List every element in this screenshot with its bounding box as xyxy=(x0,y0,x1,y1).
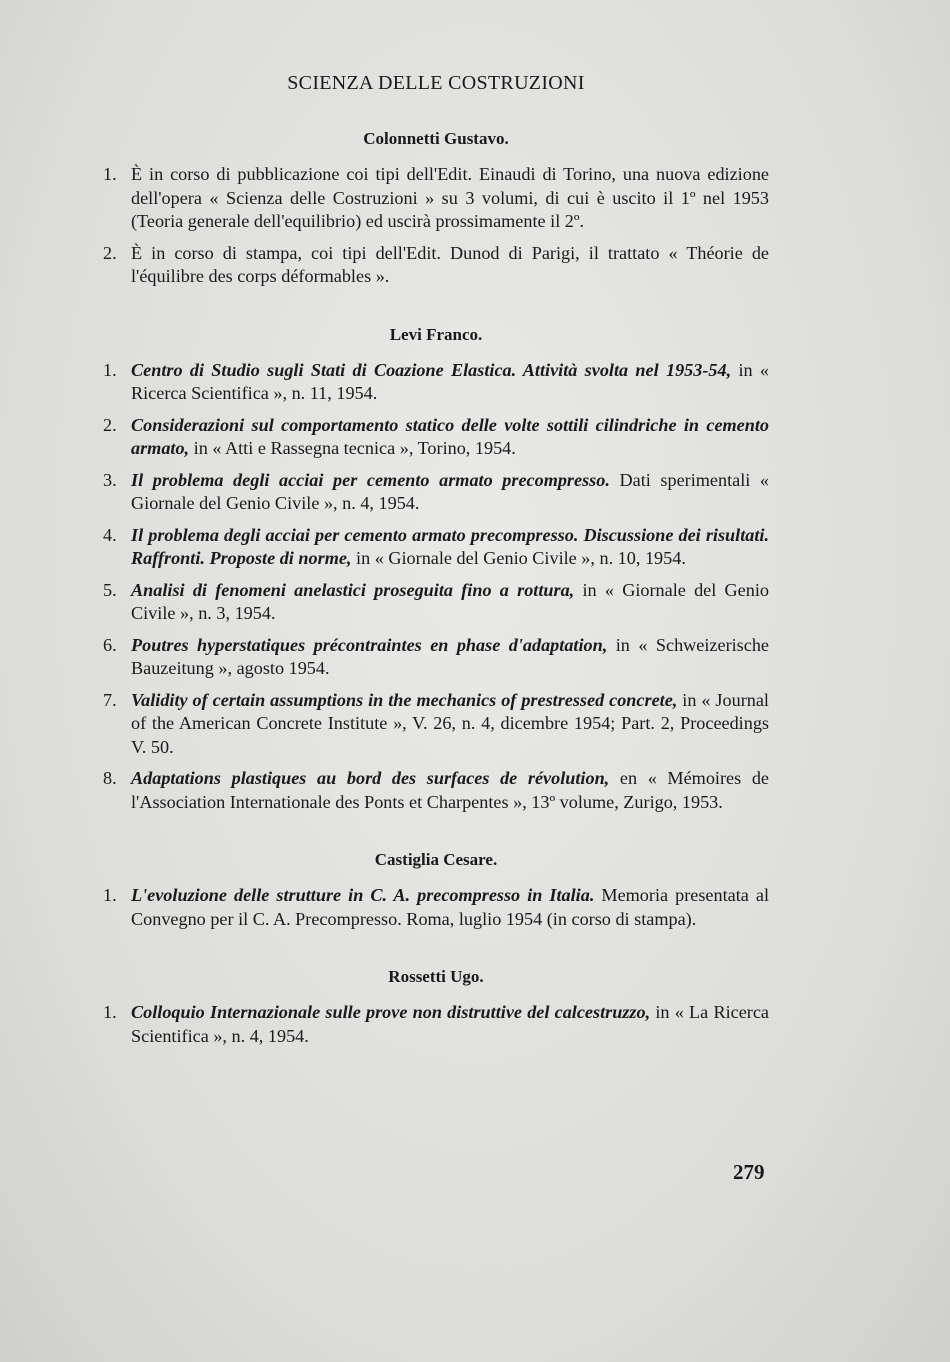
author-heading: Levi Franco. xyxy=(389,324,483,344)
entry-text: Memoria presentata al Convegno per il C. A. Precompresso. Roma, luglio 1954 (in corso di stampa). xyxy=(131,885,770,929)
entry-number: 6. xyxy=(103,634,117,655)
entry-number: 1. xyxy=(103,885,117,905)
author-heading: Castiglia Cesare. xyxy=(374,850,498,869)
entry-text: È in corso di pubblicazione coi tipi dell'Edit. Einaudi di Torino, una nuova edizione dell'opera « Scienza delle Costruzioni » su 3 volumi, di cui è uscito il 1º nel 1953 (Teoria generale dell'equilibrio) ed uscirà prossimamente il 2º. xyxy=(131,164,769,231)
section-castiglia xyxy=(103,850,769,931)
entry-text: in « Atti e Rassegna tecnica », Torino, 1954. xyxy=(189,438,516,458)
bibliography-entry xyxy=(103,767,769,814)
entry-number: 8. xyxy=(103,768,117,788)
entry-text: en « Mémoires de l'Association Internationale des Ponts et Charpentes », 13º volume, Zurigo, 1953. xyxy=(131,768,769,812)
entry-text: in « Ricerca Scientifica », n. 11, 1954. xyxy=(131,359,769,403)
entry-number: 7. xyxy=(103,689,117,710)
bibliography-entry xyxy=(103,414,769,461)
entry-number: 1. xyxy=(103,1002,117,1022)
bibliography-entry xyxy=(103,1001,769,1048)
author-heading: Colonnetti Gustavo. xyxy=(363,129,509,148)
entry-title: Poutres hyperstatiques précontraintes en phase d'adaptation, xyxy=(131,634,608,655)
entry-title: Colloquio Internazionale sulle prove non distruttive del calcestruzzo, xyxy=(131,1002,651,1022)
bibliography-entry xyxy=(103,469,769,516)
entry-number: 5. xyxy=(103,579,117,600)
author-heading: Rossetti Ugo. xyxy=(388,967,484,986)
entry-title: Centro di Studio sugli Stati di Coazione Elastica. Attività svolta nel 1953-54, xyxy=(131,359,732,380)
entry-number: 2. xyxy=(103,414,117,435)
section-rossetti xyxy=(103,967,769,1048)
entry-title: Il problema degli acciai per cemento armato precompresso. xyxy=(131,469,610,490)
entry-text: in « Giornale del Genio Civile », n. 10, 1954. xyxy=(351,548,686,568)
entry-title: Considerazioni sul comportamento statico delle volte sottili cilindriche in cemento armato, xyxy=(131,414,769,458)
bibliography-entry xyxy=(103,579,769,626)
entry-number: 4. xyxy=(103,524,117,545)
entry-number: 1. xyxy=(103,359,117,380)
entry-text: in « Journal of the American Concrete Institute », V. 26, n. 4, dicembre 1954; Part. 2, Proceedings V. 50. xyxy=(131,689,769,757)
entry-number: 2. xyxy=(103,242,117,263)
bibliography-entry xyxy=(103,163,769,234)
entry-text: È in corso di stampa, coi tipi dell'Edit. Dunod di Parigi, il trattato « Théorie de l'équilibre des corps déformables ». xyxy=(131,242,769,286)
entry-title: Validity of certain assumptions in the mechanics of prestressed concrete, xyxy=(131,689,678,710)
entry-text: Dati sperimentali « Giornale del Genio Civile », n. 4, 1954. xyxy=(131,469,769,513)
running-head: SCIENZA DELLE COSTRUZIONI xyxy=(287,72,585,94)
entry-number: 1. xyxy=(103,164,117,184)
entry-text: in « Giornale del Genio Civile », n. 3, 1954. xyxy=(131,579,769,623)
page-content xyxy=(103,72,769,1084)
bibliography-entry xyxy=(103,524,769,571)
bibliography-entry xyxy=(103,689,769,760)
entry-text: in « La Ricerca Scientifica », n. 4, 1954. xyxy=(131,1002,769,1046)
bibliography-entry xyxy=(103,634,769,681)
bibliography-entry xyxy=(103,242,769,289)
bibliography-entry xyxy=(103,884,769,931)
entry-title: Adaptations plastiques au bord des surfaces de révolution, xyxy=(131,768,610,788)
section-colonnetti xyxy=(103,129,769,289)
entry-text: in « Schweizerische Bauzeitung », agosto 1954. xyxy=(131,634,769,678)
entry-title: Analisi di fenomeni anelastici proseguita fino a rottura, xyxy=(131,579,575,600)
bibliography-entry xyxy=(103,359,769,406)
page-number: 279 xyxy=(733,1160,765,1184)
entry-title: L'evoluzione delle strutture in C. A. precompresso in Italia. xyxy=(131,885,595,905)
entry-title: Il problema degli acciai per cemento armato precompresso. Discussione dei risultati. Raffronti. Proposte di norme, xyxy=(131,524,769,568)
section-levi xyxy=(103,325,769,815)
entry-number: 3. xyxy=(103,469,117,490)
